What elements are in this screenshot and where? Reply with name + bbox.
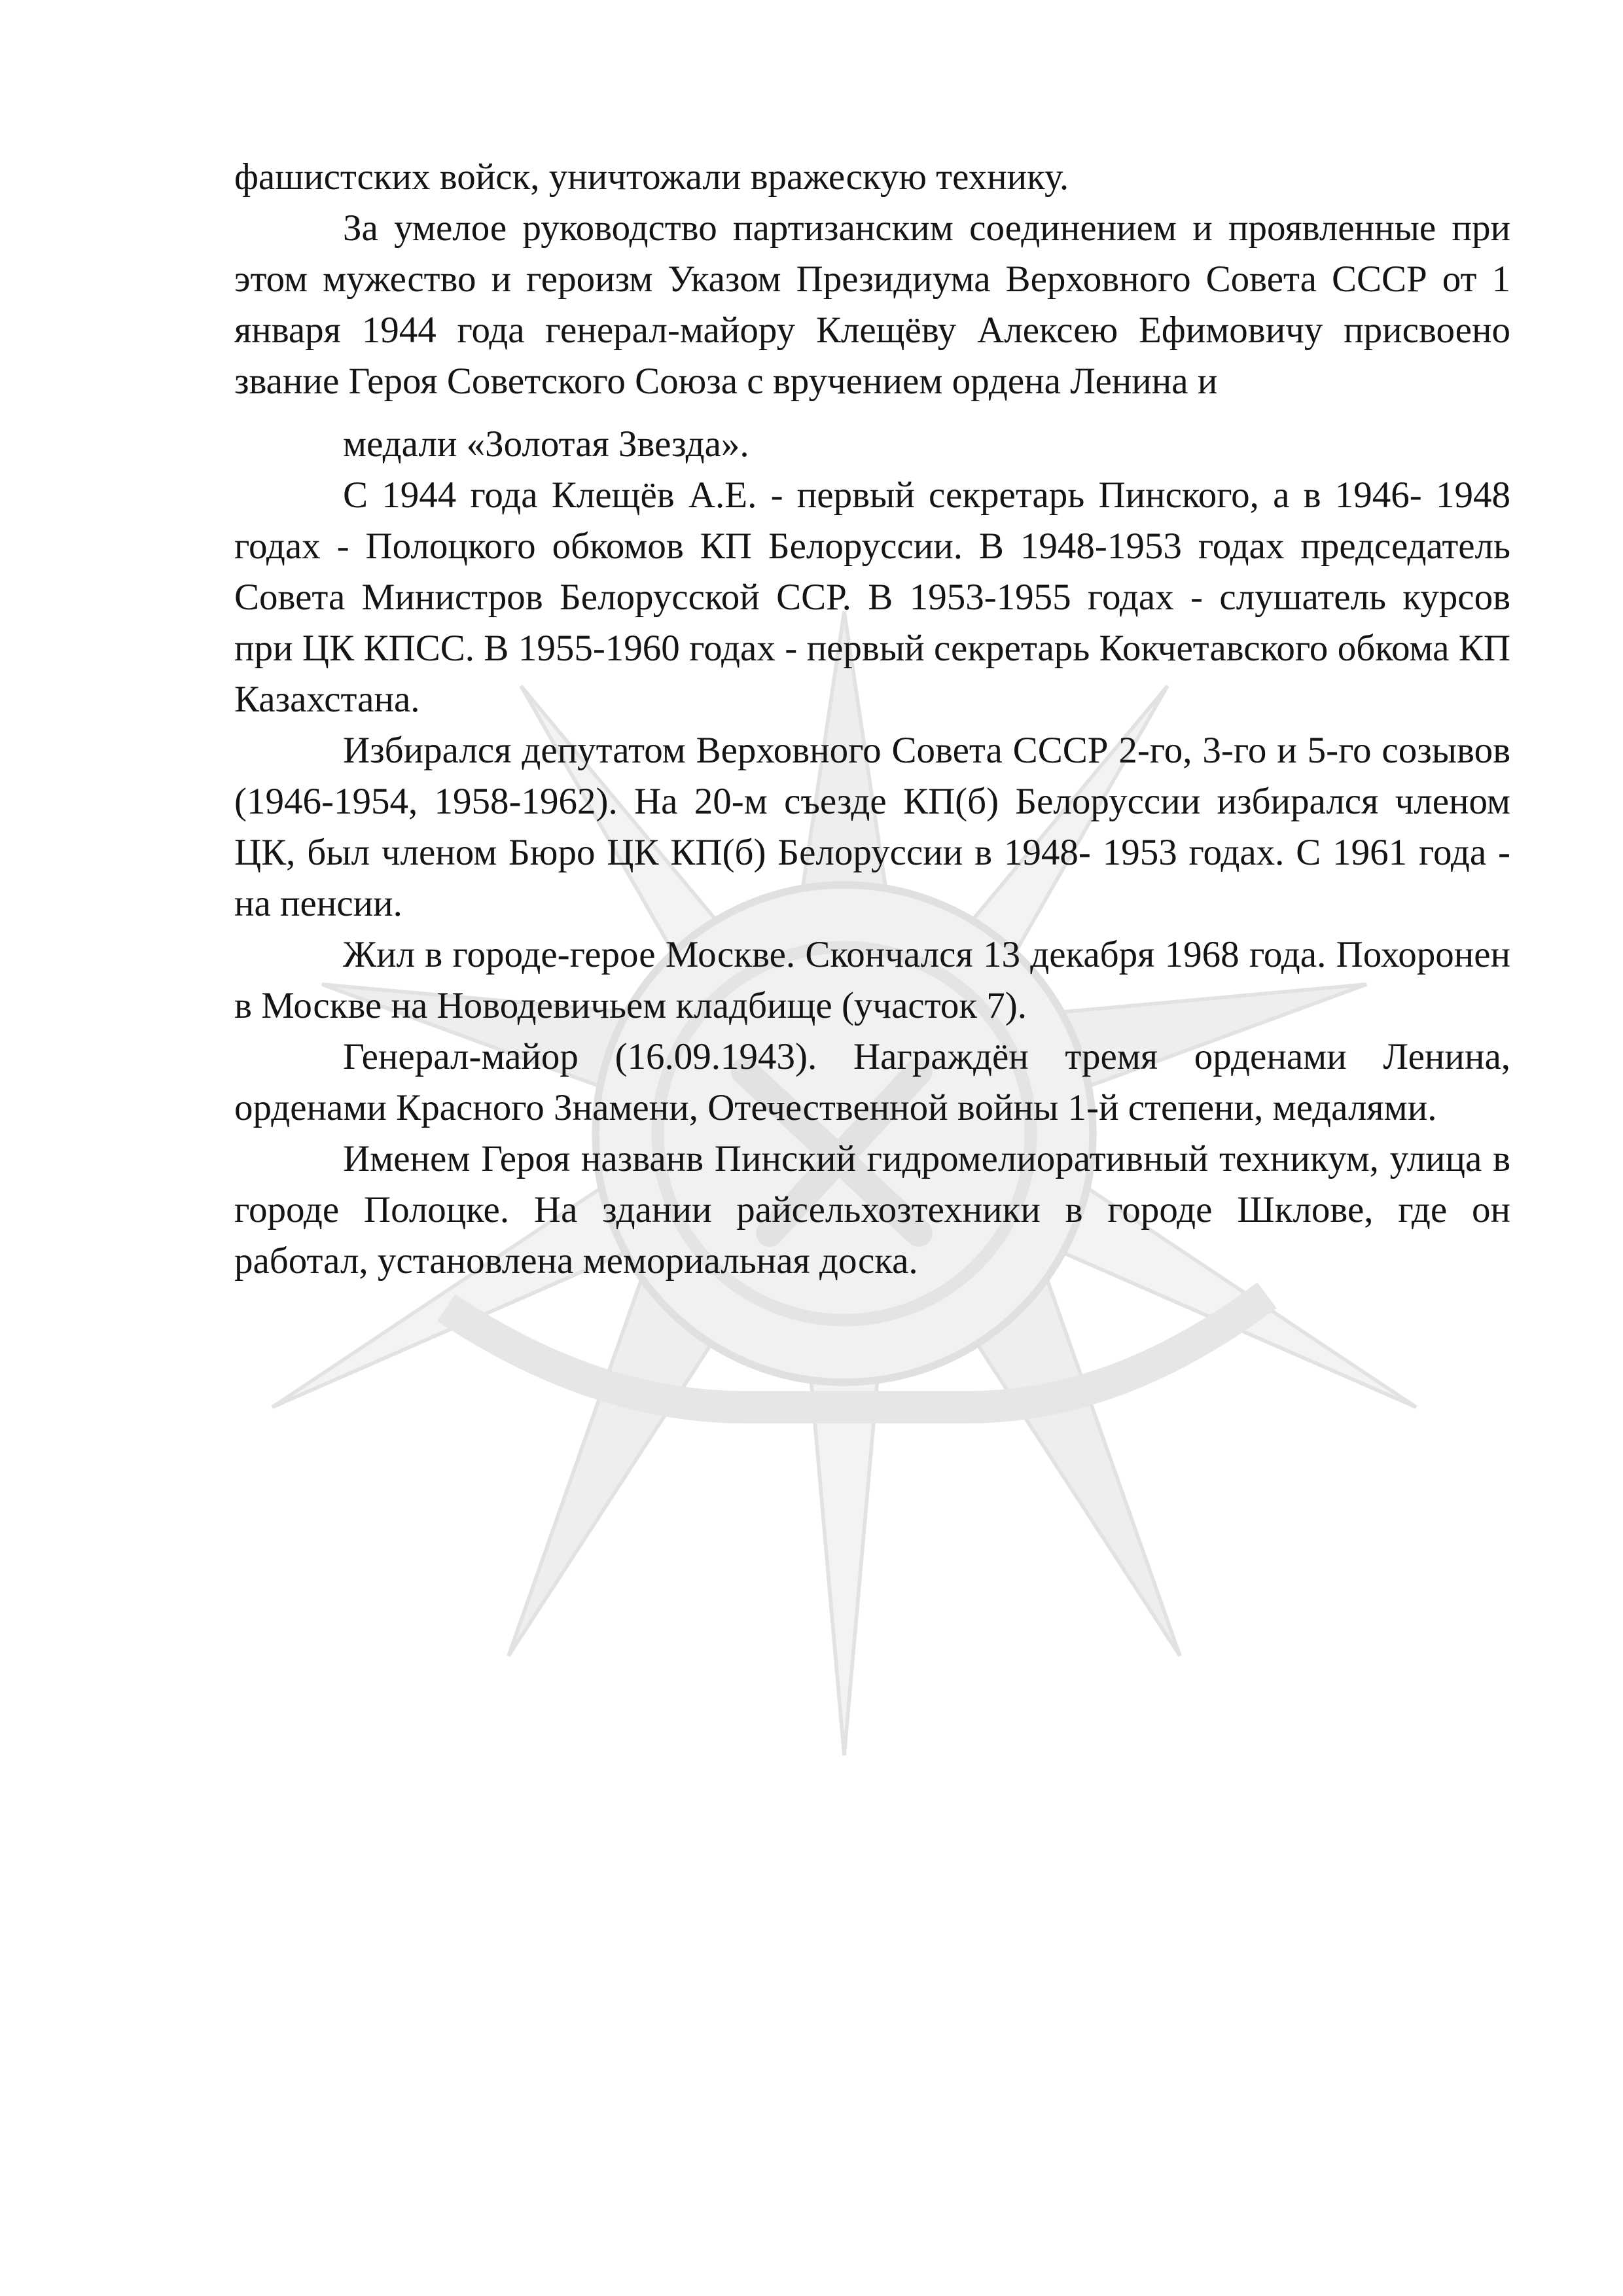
paragraph: Генерал-майор (16.09.1943). Награждён тремя орденами Ленина, орденами Красного Знамени, Отечественной войны 1-й степени, медалями. — [234, 1036, 1510, 1128]
text-block-continuation — [343, 419, 1510, 470]
paragraph: медали «Золотая Звезда». — [343, 423, 749, 465]
paragraph: За умелое руководство партизанским соединением и проявленные при этом мужество и героизм Указом Президиума Верховного Совета СССР от 1 января 1944 года генерал-майору Клещёву Алексею Ефимовичу присвоено звание Героя Советского Союза с вручением ордена Ленина и — [234, 207, 1510, 402]
text-block-top — [234, 152, 1510, 407]
paragraph: Жил в городе-герое Москве. Скончался 13 декабря 1968 года. Похоронен в Москве на Новодевичьем кладбище (участок 7). — [234, 934, 1510, 1026]
paragraph: Избирался депутатом Верховного Совета СССР 2-го, 3-го и 5-го созывов (1946-1954, 1958-1962). На 20-м съезде КП(б) Белоруссии избирался членом ЦК, был членом Бюро ЦК КП(б) Белоруссии в 1948- 1953 годах. С 1961 года - на пенсии. — [234, 730, 1510, 924]
paragraph: Именем Героя названв Пинский гидромелиоративный техникум, улица в городе Полоцке. На здании райсельхозтехники в городе Шклове, где он работал, установлена мемориальная доска. — [234, 1138, 1510, 1282]
paragraph: С 1944 года Клещёв А.Е. - первый секретарь Пинского, а в 1946- 1948 годах - Полоцкого обкомов КП Белоруссии. В 1948-1953 годах председатель Совета Министров Белорусской ССР. В 1953-1955 годах - слушатель курсов при ЦК КПСС. В 1955-1960 годах - первый секретарь Кокчетавского обкома КП Казахстана. — [234, 475, 1510, 720]
paragraph: фашистских войск, уничтожали вражескую технику. — [234, 156, 1069, 198]
text-block-main — [234, 470, 1510, 1287]
